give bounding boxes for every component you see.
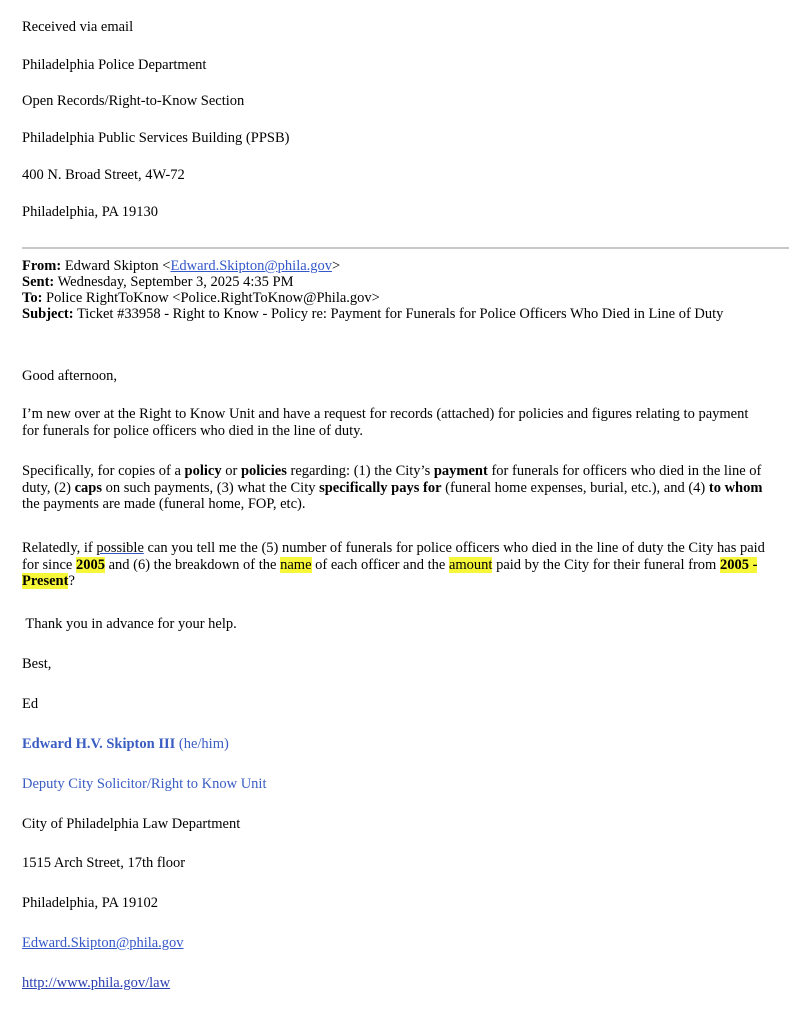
recipient-city: Philadelphia, PA 19130	[22, 204, 159, 220]
received-note: Received via email	[22, 19, 134, 35]
sent-value: Wednesday, September 3, 2025 4:35 PM	[57, 274, 294, 290]
signoff: Ed	[22, 696, 39, 712]
p2-text-1: Specifically, for copies of a	[22, 463, 185, 479]
p3-text-6: ?	[68, 573, 75, 589]
p2-text-4: for funerals for officers who died in the line of duty, (2)	[22, 463, 762, 496]
signature-email-link[interactable]: Edward.Skipton@phila.gov	[22, 935, 184, 951]
p3-text-1: Relatedly, if	[22, 540, 97, 556]
p2-bold-caps: caps	[74, 479, 103, 496]
p3-highlight-amount: amount	[448, 556, 493, 573]
from-close: >	[332, 258, 341, 274]
p2-text-6: (funeral home expenses, burial, etc.), and (4)	[441, 479, 709, 496]
signature-title: Deputy City Solicitor/Right to Know Unit	[22, 776, 267, 792]
p2-bold-policies: policies	[240, 463, 287, 479]
p3-highlight-2005: 2005	[75, 556, 105, 573]
email-header	[22, 258, 762, 322]
closing: Best,	[22, 656, 52, 672]
paragraph-funeral-count	[22, 540, 767, 590]
signature-name: Edward H.V. Skipton III	[22, 736, 176, 752]
signature-address-street: 1515 Arch Street, 17th floor	[22, 855, 186, 871]
p3-text-2: can you tell me the (5) number of funerals for police officers who died in the line of duty the City has paid for since	[22, 540, 765, 573]
subject-line	[22, 306, 762, 322]
sent-line	[22, 274, 762, 290]
signature-name-line	[22, 736, 229, 753]
p2-text-3: regarding: (1) the City’s	[286, 463, 434, 479]
p3-text-3: and (6) the breakdown of the	[104, 556, 281, 573]
to-value: Police RightToKnow <Police.RightToKnow@Phila.gov>	[46, 290, 380, 306]
from-line	[22, 258, 762, 274]
recipient-section: Open Records/Right-to-Know Section	[22, 93, 245, 109]
p3-text-4: of each officer and the	[311, 556, 449, 573]
p3-highlight-name: name	[280, 556, 312, 573]
p2-text-5: on such payments, (3) what the City	[102, 479, 320, 496]
from-email-link[interactable]: Edward.Skipton@phila.gov	[170, 258, 333, 274]
p3-highlight-2005-present: 2005 - Present	[22, 556, 758, 589]
signature-dept: City of Philadelphia Law Department	[22, 816, 241, 832]
to-label: To:	[22, 290, 43, 306]
p2-bold-pays-for: specifically pays for	[319, 479, 442, 496]
p2-text-7: the payments are made (funeral home, FOP, etc).	[22, 496, 306, 512]
greeting: Good afternoon,	[22, 368, 118, 384]
p3-text-5: paid by the City for their funeral from	[492, 556, 720, 573]
recipient-org: Philadelphia Police Department	[22, 57, 207, 73]
p2-text-2: or	[221, 463, 241, 479]
p2-bold-payment: payment	[433, 463, 488, 479]
sent-label: Sent:	[22, 274, 55, 290]
subject-value: Ticket #33958 - Right to Know - Policy re: Payment for Funerals for Police Officers Who Died in Line of Duty	[76, 306, 724, 322]
recipient-street: 400 N. Broad Street, 4W-72	[22, 167, 185, 183]
thanks-line: Thank you in advance for your help.	[22, 616, 237, 632]
signature-website-link[interactable]: http://www.phila.gov/law	[22, 975, 171, 991]
signature-address-city: Philadelphia, PA 19102	[22, 895, 159, 911]
to-line	[22, 290, 762, 306]
signature-pronouns: (he/him)	[175, 736, 229, 752]
paragraph-request: I’m new over at the Right to Know Unit and have a request for records (attached) for policies and figures relating to payment for funerals for police officers who died in the line of duty.	[22, 406, 749, 439]
p2-bold-to-whom: to whom	[708, 479, 763, 496]
header-divider	[22, 247, 789, 249]
recipient-building: Philadelphia Public Services Building (PPSB)	[22, 130, 290, 146]
from-label: From:	[22, 258, 62, 274]
p3-underlined-possible: possible	[96, 540, 144, 556]
from-name: Edward Skipton <	[64, 258, 171, 274]
paragraph-specifics	[22, 463, 767, 513]
subject-label: Subject:	[22, 306, 74, 322]
p2-bold-policy: policy	[184, 463, 222, 479]
